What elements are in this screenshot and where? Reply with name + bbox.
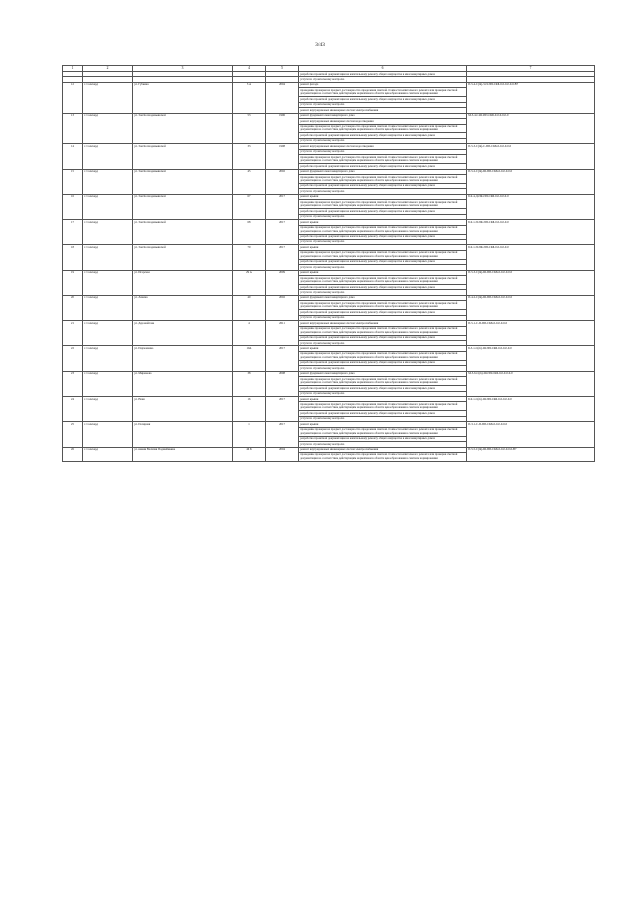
- house-number-cell: 1: [233, 422, 266, 447]
- year-cell: 1998: [266, 144, 299, 169]
- work-type-cell: проведение проверки на предмет достоверности определения сметной стоимости капитального ремонта или проверки сметной документации на соответствие действующим нормативам в области ценообразования в сметном нормировании: [299, 402, 467, 411]
- house-number-cell: 45: [233, 169, 266, 194]
- work-type-cell: разработка проектной документации на капитальному ремонту общего имущества в многоквартирных домах: [299, 411, 467, 416]
- work-type-cell: услуги по строительному контролю: [299, 102, 467, 107]
- building-code-cell: П-4-2-C(m)-Ш-ПП-СКБ-0-0-0-0-0-0: [467, 295, 595, 320]
- work-type-cell: проведение проверки на предмет достоверности определения сметной стоимости капитального ремонта или проверки сметной документации на соответствие действующим нормативам в области ценообразования в сметном нормировании: [299, 427, 467, 436]
- building-code-cell: П-5-5-C(m)-Ш-ПП-СКБ-0-0-0-0-0-0-В7: [467, 447, 595, 461]
- settlement-cell: г. Салехард: [83, 113, 133, 144]
- street-cell: ул. Зои Космодемьянской: [133, 245, 233, 270]
- work-type-cell: услуги по строительному контролю: [299, 189, 467, 194]
- work-type-cell: проведение проверки на предмет достоверности определения сметной стоимости капитального ремонта или проверки сметной документации на соответствие действующим нормативам в области ценообразования в сметном нормировании: [299, 175, 467, 184]
- work-type-cell: ремонт фасада: [299, 82, 467, 87]
- house-number-cell: 33: [233, 144, 266, 169]
- work-type-cell: услуги по строительному контролю: [299, 391, 467, 396]
- row-number-cell: 12: [63, 82, 83, 113]
- building-code-cell: П-5-3-C(m)-Ш-ПП-СКБ-0-0-0-0-0-0: [467, 270, 595, 295]
- street-cell: ул. Зои Космодемьянской: [133, 169, 233, 194]
- settlement-cell: г. Салехард: [83, 371, 133, 396]
- house-number-cell: 16: [233, 397, 266, 422]
- settlement-cell: г. Салехард: [83, 270, 133, 295]
- street-cell: ул. Неня: [133, 397, 233, 422]
- work-type-cell: проведение проверки на предмет достоверности определения сметной стоимости капитального ремонта или проверки сметной документации на соответствие действующим нормативам в области ценообразования в сметном нормировании: [299, 301, 467, 310]
- work-type-cell: ремонт крыши: [299, 245, 467, 250]
- work-type-cell: ремонт крыши: [299, 194, 467, 199]
- settlement-cell: г. Салехард: [83, 422, 133, 447]
- work-type-cell: проведение проверки на предмет достоверности определения сметной стоимости капитального ремонта или проверки сметной документации на соответствие действующим нормативам в области ценообразования в сметном нормировании: [299, 276, 467, 285]
- work-type-cell: разработка проектной документации на капитальному ремонту общего имущества в многоквартирных домах: [299, 183, 467, 188]
- settlement-cell: г. Салехард: [83, 82, 133, 113]
- header-cell: 5: [266, 66, 299, 72]
- work-type-cell: услуги по строительному контролю: [299, 290, 467, 295]
- street-cell: ул. Зои Космодемьянской: [133, 220, 233, 245]
- work-type-cell: услуги по строительному контролю: [299, 416, 467, 421]
- building-code-cell: П-5-1-C-П-ПП-СКБ-0-0-0-0-0-0: [467, 321, 595, 346]
- street-cell: ул. Мирюкова: [133, 371, 233, 396]
- work-type-cell: разработка проектной документации на капитальному ремонту общего имущества в многоквартирных домах: [299, 285, 467, 290]
- house-number-cell: 40: [233, 295, 266, 320]
- building-code-cell: П-5-2-С(m)-Ш-ПП-СКБ-0-0-0-0-0-0: [467, 169, 595, 194]
- row-number-cell: 15: [63, 169, 83, 194]
- street-cell: ул. Деровойтова: [133, 321, 233, 346]
- settlement-cell: г. Салехард: [83, 220, 133, 245]
- settlement-cell: г. Салехард: [83, 144, 133, 169]
- work-type-cell: проведение проверки на предмет достоверности определения сметной стоимости капитального ремонта или проверки сметной документации на соответствие действующим нормативам в области ценообразования в сметном нормировании: [299, 155, 467, 164]
- work-type-cell: ремонт внутридомовых инженерных систем электроснабжения: [299, 447, 467, 452]
- header-cell: 7: [467, 66, 595, 72]
- work-type-cell: ремонт крыши: [299, 346, 467, 351]
- row-number-cell: 26: [63, 447, 83, 461]
- page-number: 3/43: [315, 42, 325, 48]
- year-cell: 2017: [266, 194, 299, 219]
- street-cell: ул. Игарская: [133, 270, 233, 295]
- work-type-cell: разработка проектной документации на капитальному ремонту общего имущества в многоквартирных домах: [299, 335, 467, 340]
- street-cell: ул. Губкина: [133, 82, 233, 113]
- work-type-cell: услуги по строительному контролю: [299, 366, 467, 371]
- year-cell: 2011: [266, 321, 299, 346]
- row-number-cell: 21: [63, 321, 83, 346]
- settlement-cell: г. Салехард: [83, 397, 133, 422]
- house-number-cell: 38: [233, 371, 266, 396]
- header-cell: 3: [133, 66, 233, 72]
- row-number-cell: 18: [63, 245, 83, 270]
- building-code-cell: П-5-3-C(m)-С-ПП-СКБ-0-0-0-0-0-0: [467, 144, 595, 169]
- work-type-cell: проведение проверки на предмет достоверности определения сметной стоимости капитального ремонта или проверки сметной документации на соответствие действующим нормативам в области ценообразования в сметном нормировании: [299, 88, 467, 97]
- year-cell: 2017: [266, 397, 299, 422]
- work-type-cell: разработка проектной документации на капитальному ремонту общего имущества в многоквартирных домах: [299, 436, 467, 441]
- house-number-cell: 3 А: [233, 82, 266, 113]
- row-number-cell: 20: [63, 295, 83, 320]
- work-type-cell: разработка проектной документации на капитальному ремонту общего имущества в многоквартирных домах: [299, 234, 467, 239]
- work-type-cell: проведение проверки на предмет достоверности определения сметной стоимости капитального ремонта или проверки сметной документации на соответствие действующим нормативам в области ценообразования в сметном нормировании: [299, 452, 467, 461]
- house-number-cell: 46 Б: [233, 447, 266, 461]
- work-type-cell: ремонт крыши: [299, 220, 467, 225]
- row-number-cell: 16: [63, 194, 83, 219]
- work-type-cell: разработка проектной документации на капитальному ремонту общего имущества в многоквартирных домах: [299, 386, 467, 391]
- work-type-cell: проведение проверки на предмет достоверности определения сметной стоимости капитального ремонта или проверки сметной документации на соответствие действующим нормативам в области ценообразования в сметном нормировании: [299, 326, 467, 335]
- building-code-cell: Б-9-1-C(m)-Ш-ПП-СКБ-0-0-0-0-0-0: [467, 397, 595, 422]
- work-type-cell: услуги по строительному контролю: [299, 138, 467, 143]
- street-cell: ул. Зои Космодемьянской: [133, 194, 233, 219]
- year-cell: 2017: [266, 245, 299, 270]
- work-type-cell: услуги по строительному контролю: [299, 442, 467, 447]
- house-number-cell: 68: [233, 220, 266, 245]
- row-number-cell: 25: [63, 422, 83, 447]
- work-type-cell: проведение проверки на предмет достоверности определения сметной стоимости капитального ремонта или проверки сметной документации на соответствие действующим нормативам в области ценообразования в сметном нормировании: [299, 351, 467, 360]
- work-type-cell: ремонт внутридомовых инженерных систем электроснабжения: [299, 321, 467, 326]
- settlement-cell: г. Салехард: [83, 346, 133, 371]
- year-cell: 2002: [266, 169, 299, 194]
- street-cell: ул. Зои Космодемьянской: [133, 144, 233, 169]
- building-code-cell: М-5-6-C(m)-Ш-ПП-СКБ-0-0-0-0-0-0: [467, 371, 595, 396]
- work-type-cell: услуги по строительному контролю: [299, 265, 467, 270]
- header-cell: 2: [83, 66, 133, 72]
- work-type-cell: ремонт крыши: [299, 422, 467, 427]
- building-code-cell: Б-3-1-C(m)-Ш-ПП-СКБ-0-0-0-0-0-0: [467, 346, 595, 371]
- work-type-cell: проведение проверки на предмет достоверности определения сметной стоимости капитального ремонта или проверки сметной документации на соответствие действующим нормативам в области ценообразования в сметном нормировании: [299, 200, 467, 209]
- year-cell: 2009: [266, 270, 299, 295]
- building-code-cell: Б-9-1-П-ПК-ПП-СКБ-0-0-0-0-0-0: [467, 245, 595, 270]
- work-type-cell: услуги по строительному контролю: [299, 315, 467, 320]
- building-code-cell: Б-9-1-П-ПК-ПП-СКБ-0-0-0-0-0-0: [467, 220, 595, 245]
- row-number-cell: 23: [63, 371, 83, 396]
- settlement-cell: г. Салехард: [83, 194, 133, 219]
- work-type-cell: проведение проверки на предмет достоверности определения сметной стоимости капитального ремонта или проверки сметной документации на соответствие действующим нормативам в области ценообразования в сметном нормировании: [299, 225, 467, 234]
- row-number-cell: 13: [63, 113, 83, 144]
- work-type-cell: разработка проектной документации на капитальному ремонту общего имущества в многоквартирных домах: [299, 360, 467, 365]
- house-number-cell: 29 А: [233, 270, 266, 295]
- work-type-cell: ремонт фундамента многоквартирного дома: [299, 113, 467, 118]
- work-type-cell: разработка проектной документации на капитальному ремонту общего имущества в многоквартирных домах: [299, 259, 467, 264]
- street-cell: ул. Пархоменко: [133, 346, 233, 371]
- street-cell: ул. Полярная: [133, 422, 233, 447]
- house-number-cell: 53: [233, 113, 266, 144]
- row-number-cell: 24: [63, 397, 83, 422]
- work-type-cell: услуги по строительному контролю: [299, 77, 467, 82]
- work-type-cell: разработка проектной документации на капитальному ремонту общего имущества в многоквартирных домах: [299, 164, 467, 169]
- year-cell: 2017: [266, 346, 299, 371]
- house-number-cell: 67: [233, 194, 266, 219]
- row-number-cell: 14: [63, 144, 83, 169]
- building-code-cell: П-3-1-C-П-ПП-СКБ-0-0-0-0-0-0: [467, 422, 595, 447]
- street-cell: ул. имени Василия Подшибякина: [133, 447, 233, 461]
- settlement-cell: г. Салехард: [83, 169, 133, 194]
- year-cell: 2002: [266, 295, 299, 320]
- work-type-cell: ремонт фундамента многоквартирного дома: [299, 169, 467, 174]
- street-cell: ул. Ленина: [133, 295, 233, 320]
- header-cell: 4: [233, 66, 266, 72]
- repair-register-table: [62, 65, 595, 462]
- row-number-cell: 17: [63, 220, 83, 245]
- settlement-cell: г. Салехард: [83, 447, 133, 461]
- house-number-cell: 70: [233, 245, 266, 270]
- year-cell: 2017: [266, 220, 299, 245]
- settlement-cell: г. Салехард: [83, 295, 133, 320]
- year-cell: 1996: [266, 113, 299, 144]
- header-cell: 6: [299, 66, 467, 72]
- work-type-cell: разработка проектной документации на капитальному ремонту общего имущества в многоквартирных домах: [299, 133, 467, 138]
- work-type-cell: ремонт фундамента многоквартирного дома: [299, 371, 467, 376]
- work-type-cell: разработка проектной документации на капитальному ремонту общего имущества в многоквартирных домах: [299, 310, 467, 315]
- house-number-cell: 19А: [233, 346, 266, 371]
- building-code-cell: П-5-4-C(m)-3-П-ПП-СКБ-0-0-0-0-0-0-В7: [467, 82, 595, 113]
- building-code-cell: М-5-4-С-Ш-ПП-СКБ-0-0-0-0-0-0: [467, 113, 595, 144]
- work-type-cell: услуги по строительному контролю: [299, 341, 467, 346]
- work-type-cell: ремонт внутридомовых инженерных систем электроснабжения: [299, 108, 467, 113]
- work-type-cell: разработка проектной документации на капитальному ремонту общего имущества в многоквартирных домах: [299, 72, 467, 77]
- work-type-cell: услуги по строительному контролю: [299, 214, 467, 219]
- work-type-cell: разработка проектной документации на капитальному ремонту общего имущества в многоквартирных домах: [299, 97, 467, 102]
- work-type-cell: ремонт фундамента многоквартирного дома: [299, 295, 467, 300]
- house-number-cell: 4: [233, 321, 266, 346]
- work-type-cell: проведение проверки на предмет достоверности определения сметной стоимости капитального ремонта или проверки сметной документации на соответствие действующим нормативам в области ценообразования в сметном нормировании: [299, 377, 467, 386]
- building-code-cell: Б-9-4-Д-ПК-ПП-СКБ-0-0-0-0-0-0: [467, 194, 595, 219]
- work-type-cell: ремонт крыши: [299, 270, 467, 275]
- street-cell: ул. Зои Космодемьянской: [133, 113, 233, 144]
- year-cell: 2004: [266, 82, 299, 113]
- settlement-cell: г. Салехард: [83, 245, 133, 270]
- work-type-cell: проведение проверки на предмет достоверности определения сметной стоимости капитального ремонта или проверки сметной документации на соответствие действующим нормативам в области ценообразования в сметном нормировании: [299, 124, 467, 133]
- year-cell: 2008: [266, 371, 299, 396]
- row-number-cell: 19: [63, 270, 83, 295]
- work-type-cell: услуги по строительному контролю: [299, 149, 467, 154]
- year-cell: 2017: [266, 422, 299, 447]
- header-cell: 1: [63, 66, 83, 72]
- work-type-cell: проведение проверки на предмет достоверности определения сметной стоимости капитального ремонта или проверки сметной документации на соответствие действующим нормативам в области ценообразования в сметном нормировании: [299, 250, 467, 259]
- work-type-cell: ремонт внутридомовых инженерных систем водоотведения: [299, 119, 467, 124]
- year-cell: 2004: [266, 447, 299, 461]
- work-type-cell: ремонт крыши: [299, 397, 467, 402]
- settlement-cell: г. Салехард: [83, 321, 133, 346]
- work-type-cell: ремонт внутридомовых инженерных систем водоотведения: [299, 144, 467, 149]
- work-type-cell: услуги по строительному контролю: [299, 239, 467, 244]
- row-number-cell: 22: [63, 346, 83, 371]
- work-type-cell: разработка проектной документации на капитальному ремонту общего имущества в многоквартирных домах: [299, 209, 467, 214]
